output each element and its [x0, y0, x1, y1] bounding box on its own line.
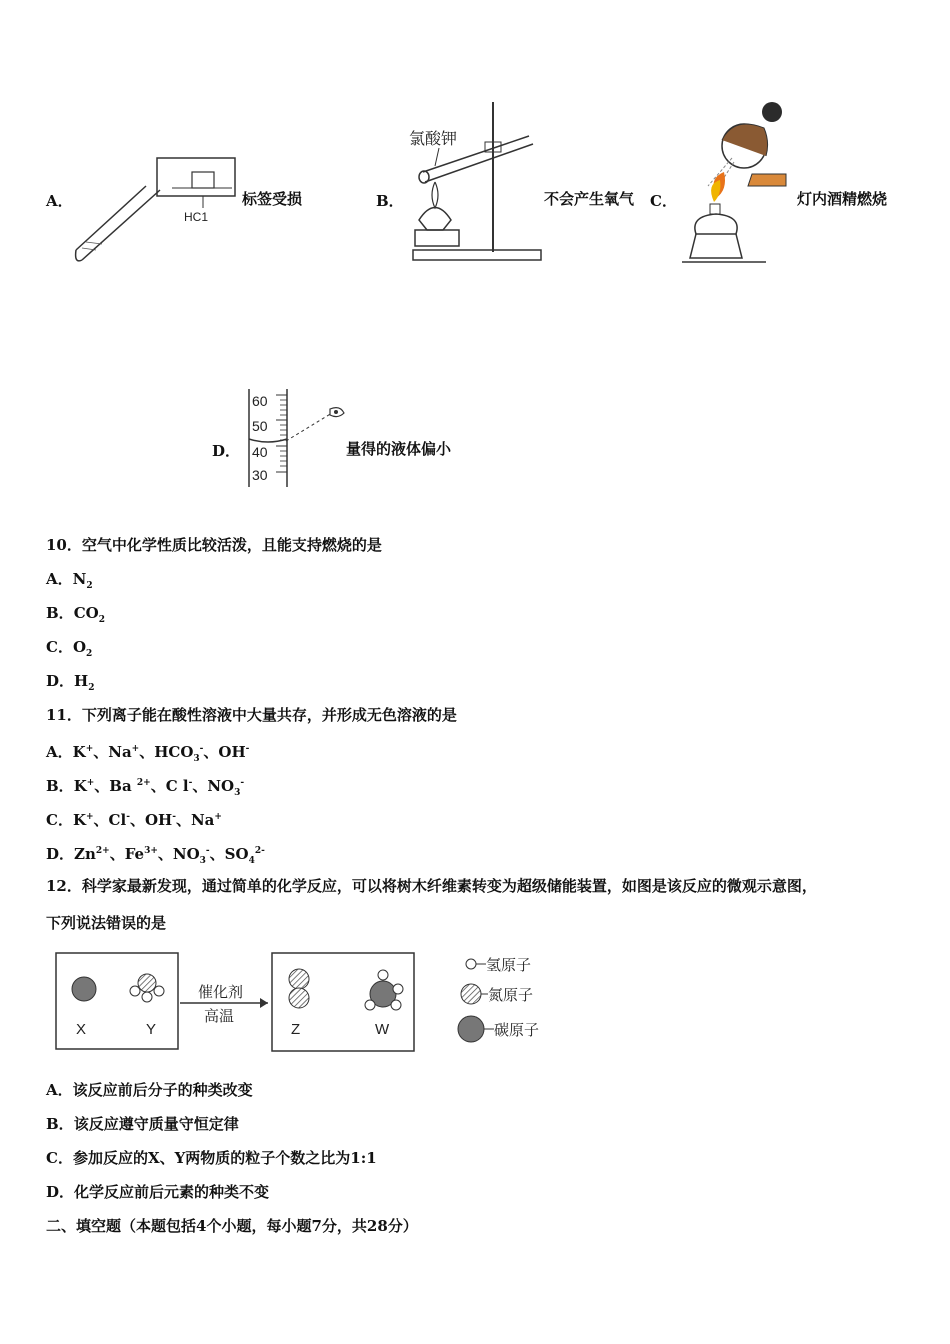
catalyst-label: 催化剂 — [198, 984, 244, 1001]
tick-label: 50 — [252, 418, 268, 434]
q12-option-d: D．化学反应前后元素的种类不变 — [46, 1183, 270, 1201]
q12-stem-line1: 12．科学家最新发现，通过简单的化学反应，可以将树木纤维素转变为超级储能装置，如图是该反应的微观示意图， — [46, 877, 817, 895]
q10-option-a: A．$N_2$ — [46, 570, 93, 591]
q10-stem: 10．空气中化学性质比较活泼，且能支持燃烧的是 — [46, 536, 382, 554]
q12-option-c: C．参加反应的X、Y两物质的粒子个数之比为1:1 — [46, 1149, 377, 1167]
q11-option-a: A．K+、Na+、$HCO_3^-$、OH- — [46, 743, 250, 764]
q10-option-b: B．$CO_2$ — [46, 604, 105, 625]
legend-hydrogen: 氢原子 — [486, 957, 532, 974]
molecule-x-label: X — [76, 1021, 87, 1038]
option-b-caption: 不会产生氧气 — [544, 190, 635, 208]
option-d-label: D． — [212, 442, 241, 460]
molecule-z-label: Z — [291, 1021, 301, 1038]
legend-carbon: 碳原子 — [494, 1022, 540, 1039]
tick-label: 60 — [252, 393, 268, 409]
option-c-caption: 灯内酒精燃烧 — [797, 190, 888, 208]
graduated-cylinder-figure — [240, 385, 350, 490]
q12-option-b: B．该反应遵守质量守恒定律 — [46, 1115, 239, 1133]
section-fill-in-blank-title: 二、填空题（本题包括4个小题，每小题7分，共28分） — [46, 1217, 418, 1235]
tick-label: 30 — [252, 467, 268, 483]
q11-option-b: B．K+、Ba $^{2+}$、C l-、$NO_3^-$ — [46, 777, 245, 798]
option-d-caption: 量得的液体偏小 — [346, 440, 452, 458]
hcl-label: HC1 — [184, 210, 209, 224]
hcl-bottle-pouring-figure — [72, 150, 242, 270]
high-temperature-label: 高温 — [204, 1008, 235, 1025]
q10-option-c: C．$O_2$ — [46, 638, 93, 659]
tick-label: 40 — [252, 444, 268, 460]
q11-option-c: C．K+、Cl-、OH-、Na+ — [46, 811, 222, 829]
q11-option-d: D．$Zn^{2+}$、$Fe^{3+}$、$NO_3^-$、$SO_4^{2-}$ — [46, 845, 265, 866]
molecule-y-label: Y — [146, 1021, 157, 1038]
potassium-chlorate-heating-figure — [405, 100, 545, 265]
reaction-micro-diagram — [50, 945, 570, 1057]
blowing-out-alcohol-lamp-figure — [676, 98, 796, 268]
q12-option-a: A．该反应前后分子的种类改变 — [46, 1081, 253, 1099]
option-c-label: C． — [650, 192, 677, 210]
option-a-caption: 标签受损 — [242, 190, 303, 208]
molecule-w-label: W — [375, 1021, 390, 1038]
option-a-label: A． — [46, 192, 73, 210]
potassium-chlorate-label: 氯酸钾 — [409, 131, 458, 148]
q10-option-d: D．$H_2$ — [46, 672, 95, 693]
q12-stem-line2: 下列说法错误的是 — [46, 914, 167, 932]
legend-nitrogen: 氮原子 — [488, 987, 534, 1004]
q11-stem: 11．下列离子能在酸性溶液中大量共存，并形成无色溶液的是 — [46, 706, 457, 724]
option-b-label: B． — [376, 192, 404, 210]
